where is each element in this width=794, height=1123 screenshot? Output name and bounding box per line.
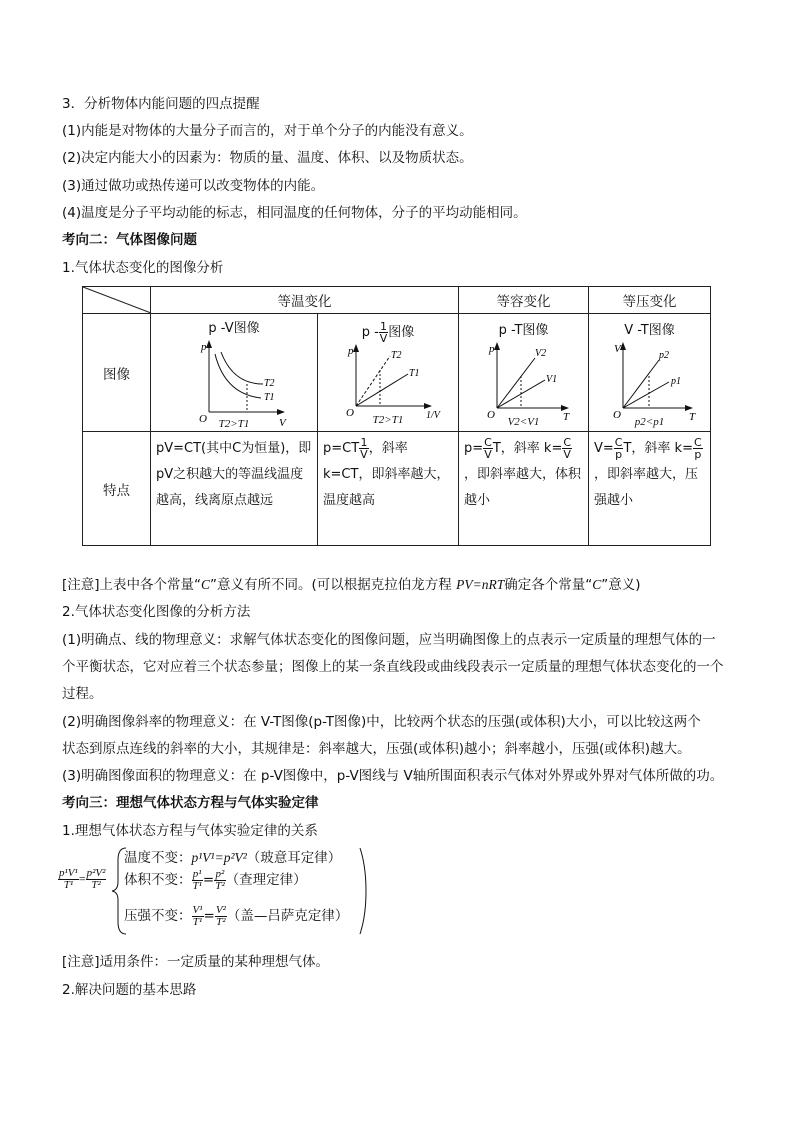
p-invv-xlabel: 1/V bbox=[426, 410, 440, 421]
feature-p-invv: p=CT $\frac{1}{V}$ ，斜率 k=CT，即斜率越大，温度越高 bbox=[323, 436, 450, 508]
cell-pv-graph bbox=[151, 314, 318, 432]
p-invv-t2: T2 bbox=[391, 350, 402, 361]
feature-vt: V= $\frac{C}{p}$ T，斜率 k= $\frac{C}{p}$ ，即斜率越大，压强越小 bbox=[594, 436, 702, 508]
right-brace bbox=[358, 846, 368, 936]
vt-note: p2<p1 bbox=[634, 416, 665, 428]
pv-graph-title: p -V图像 bbox=[208, 321, 260, 336]
p-invv-graph bbox=[318, 344, 458, 421]
pv-curve-t2: T2 bbox=[264, 378, 275, 389]
p-invv-ylabel: p bbox=[348, 345, 354, 357]
header-isothermal: 等温变化 bbox=[151, 287, 459, 314]
ideal-gas-equation: $\frac{\text{p¹V¹}}{\text{T¹}}$ = $\frac{\text{p²V²}}{\text{T²}}$ bbox=[59, 867, 106, 891]
pv-note: T2>T1 bbox=[218, 418, 250, 430]
kx3-sub2: 2.解决问题的基本思路 bbox=[62, 982, 197, 998]
notes-q2b: 状态到原点连线的斜率的大小，其规律是：斜率越大，压强(或体积)越小；斜率越小，压强(或体积)越大。 bbox=[62, 741, 691, 757]
notes-q2a: (2)明确图像斜率的物理意义：在 V-T图像(p-T图像)中，比较两个状态的压强(或体积)大小，可以比较这两个 bbox=[62, 714, 701, 730]
p-invv-note: T2>T1 bbox=[372, 414, 404, 426]
vt-p2: p2 bbox=[659, 350, 669, 361]
gay-lussac-law-row: 压强不变： $\frac{\text{V¹}}{\text{T¹}}$ = $\frac{\text{V²}}{\text{T²}}$ （盖—吕萨克定律） bbox=[124, 903, 349, 928]
vt-ylabel: V bbox=[614, 343, 621, 355]
note-constants: [注意]上表中各个常量“C”意义有所不同。(可以根据克拉伯龙方程 PV=nRT确定各个常量“C”意义) bbox=[62, 577, 641, 593]
gas-law-relations bbox=[58, 846, 378, 934]
notes-q3: (3)明确图像面积的物理意义：在 p-V图像中，p-V图线与 V轴所围面积表示气体对外界或外界对气体所做的功。 bbox=[62, 768, 724, 784]
notes-sub2: 2.气体状态变化图像的分析方法 bbox=[62, 604, 251, 620]
charles-law-row: 体积不变： $\frac{\text{p¹}}{\text{T¹}}$ = $\frac{\text{p²}}{\text{T²}}$ （查理定律） bbox=[124, 867, 307, 892]
pt-note: V2<V1 bbox=[507, 416, 540, 428]
vt-p1: p1 bbox=[671, 376, 681, 387]
pt-v2: V2 bbox=[535, 348, 547, 359]
kx2-title: 考向二：气体图像问题 bbox=[62, 232, 197, 248]
cell-p-invv-graph bbox=[318, 314, 459, 432]
pt-graph bbox=[459, 338, 587, 423]
kx3-sub1: 1.理想气体状态方程与气体实验定律的关系 bbox=[62, 823, 318, 839]
notes-q1b: 个平衡状态，它对应着三个状态参量；图像上的某一条直线段或曲线段表示一定质量的理想气体状态变化的一个 bbox=[62, 659, 724, 675]
notes-q1a: (1)明确点、线的物理意义：求解气体状态变化的图像问题，应当明确图像上的点表示一定质量的理想气体的一 bbox=[62, 632, 716, 648]
sec3-p1: (1)内能是对物体的大量分子而言的，对于单个分子的内能没有意义。 bbox=[62, 123, 473, 139]
boyle-law-row: 温度不变：p¹V¹=p²V²（玻意耳定律） bbox=[124, 850, 342, 866]
sec3-p4: (4)温度是分子平均动能的标志，相同温度的任何物体，分子的平均动能相同。 bbox=[62, 205, 527, 221]
sec3-p3: (3)通过做功或热传递可以改变物体的内能。 bbox=[62, 178, 325, 194]
header-isobaric: 等压变化 bbox=[589, 287, 711, 314]
cell-pt-graph bbox=[459, 314, 589, 432]
pv-graph bbox=[151, 336, 316, 429]
pt-origin: O bbox=[487, 409, 495, 421]
vt-graph bbox=[589, 338, 709, 423]
diagonal-line bbox=[83, 287, 151, 313]
pv-origin: O bbox=[199, 413, 207, 425]
kx3-title: 考向三：理想气体状态方程与气体实验定律 bbox=[62, 795, 319, 811]
sec3-p2: (2)决定内能大小的因素为：物质的量、温度、体积、以及物质状态。 bbox=[62, 150, 473, 166]
p-invv-t1: T1 bbox=[409, 368, 420, 379]
row-label-feature: 特点 bbox=[83, 432, 151, 546]
feature-pt: p= $\frac{C}{V}$ T，斜率 k= $\frac{C}{V}$ ，即斜率越大，体积越小 bbox=[464, 436, 582, 508]
header-isochoric: 等容变化 bbox=[459, 287, 589, 314]
cell-vt-graph bbox=[589, 314, 711, 432]
kx2-sub1: 1.气体状态变化的图像分析 bbox=[62, 260, 224, 276]
pv-curve-t1: T1 bbox=[264, 392, 275, 403]
p-invv-origin: O bbox=[346, 407, 354, 419]
pt-graph-title: p -T图像 bbox=[498, 323, 549, 338]
pt-ylabel: p bbox=[489, 343, 495, 355]
kx3-note: [注意]适用条件：一定质量的某种理想气体。 bbox=[62, 954, 330, 970]
sec3-title: 3．分析物体内能问题的四点提醒 bbox=[62, 96, 260, 112]
table-corner bbox=[83, 287, 151, 314]
notes-q1c: 过程。 bbox=[62, 686, 103, 702]
p-invv-graph-title: p - $\frac{1}{V}$ 图像 bbox=[361, 320, 415, 345]
row-label-graph: 图像 bbox=[83, 314, 151, 432]
pt-xlabel: T bbox=[563, 411, 570, 423]
pv-xlabel: V bbox=[279, 417, 286, 429]
pv-ylabel: p bbox=[201, 341, 207, 353]
pt-v1: V1 bbox=[546, 374, 558, 385]
vt-origin: O bbox=[613, 409, 621, 421]
vt-xlabel: T bbox=[689, 411, 696, 423]
feature-pv: pV=CT(其中C为恒量)，即pV之积越大的等温线温度越高，线离原点越远 bbox=[156, 441, 312, 508]
vt-graph-title: V -T图像 bbox=[624, 323, 675, 338]
gas-graph-table bbox=[82, 286, 711, 546]
